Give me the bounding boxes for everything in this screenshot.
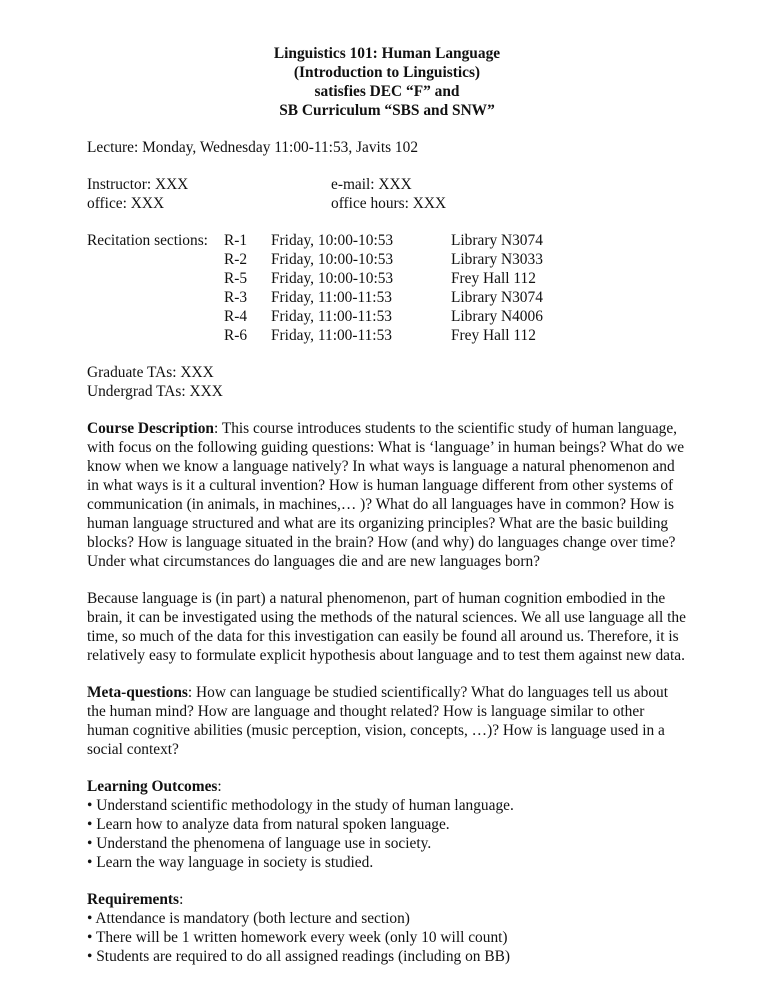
- requirements: [87, 890, 687, 966]
- section-id: R-1: [224, 232, 248, 249]
- syllabus-page: [87, 44, 687, 966]
- instructor-name: Instructor: XXX: [87, 176, 189, 193]
- section-room: Library N3074: [451, 232, 543, 249]
- section-time: Friday, 10:00-10:53: [271, 251, 394, 268]
- meta-questions: [87, 683, 687, 759]
- section-id: R-4: [224, 308, 248, 325]
- list-item: • Learn how to analyze data from natural spoken language.: [87, 816, 450, 833]
- meta-questions-text: : How can language be studied scientifically? What do languages tell us about the human mind? How are language and thought related? How is language similar to other human cognitive abilities (music perception, vision, concepts, …)? How is language used in a social context?: [87, 684, 668, 758]
- course-title: Linguistics 101: Human Language: [273, 45, 501, 62]
- list-item: • Attendance is mandatory (both lecture and section): [87, 910, 410, 927]
- learning-outcomes-heading: Learning Outcomes: [87, 778, 218, 795]
- meta-questions-heading: Meta-questions: [87, 684, 188, 701]
- teaching-assistants: [87, 363, 687, 401]
- section-time: Friday, 10:00-10:53: [271, 270, 394, 287]
- section-room: Library N4006: [451, 308, 543, 325]
- section-room: Library N3074: [451, 289, 543, 306]
- section-room-col: [451, 231, 651, 345]
- section-room: Library N3033: [451, 251, 543, 268]
- recitation-label: Recitation sections:: [87, 232, 208, 249]
- list-item: • Understand scientific methodology in the study of human language.: [87, 797, 514, 814]
- graduate-tas: Graduate TAs: XXX: [87, 364, 214, 381]
- section-id: R-2: [224, 251, 248, 268]
- natural-phenomenon-paragraph: Because language is (in part) a natural phenomenon, part of human cognition embodied in the brain, it can be investigated using the methods of the natural sciences. We all use language all the time, so much of the data for this investigation can easily be found all around us. Therefore, it is relatively easy to formulate explicit hypothesis about language and to test them against new data.: [87, 590, 686, 664]
- sb-curriculum: SB Curriculum “SBS and SNW”: [279, 102, 495, 119]
- course-description-text: : This course introduces students to the scientific study of human language, with focus on the following guiding questions: What is ‘language’ in human beings? What do we know when we know a language natively? In what ways is language a natural phenomenon and in what ways is it a cultural invention? How is human language different from other systems of communication (in animals, in machines,… )? What do all languages have in common? How is human language structured and what are its organizing principles? What are the basic building blocks? How is language situated in the brain? How (and why) do languages change over time? Under what circumstances do languages die and are new languages born?: [87, 420, 685, 570]
- requirements-heading: Requirements: [87, 891, 180, 908]
- section-time: Friday, 11:00-11:53: [271, 289, 392, 306]
- heading-colon: :: [217, 778, 222, 795]
- section-id: R-5: [224, 270, 248, 287]
- course-subtitle: (Introduction to Linguistics): [293, 64, 481, 81]
- section-time: Friday, 10:00-10:53: [271, 232, 394, 249]
- recitation-label-col: [87, 231, 224, 345]
- requirements-title: [87, 890, 687, 909]
- list-item: • Learn the way language in society is studied.: [87, 854, 374, 871]
- office-hours: office hours: XXX: [331, 195, 447, 212]
- lecture-info: Lecture: Monday, Wednesday 11:00-11:53, Javits 102: [87, 139, 419, 156]
- instructor-office: office: XXX: [87, 195, 165, 212]
- course-description: [87, 419, 687, 571]
- recitation-table: [87, 231, 687, 345]
- list-item: • There will be 1 written homework every week (only 10 will count): [87, 929, 508, 946]
- section-time-col: [271, 231, 451, 345]
- section-time: Friday, 11:00-11:53: [271, 327, 392, 344]
- contact-info: [87, 175, 687, 213]
- section-room: Frey Hall 112: [451, 327, 536, 344]
- section-id: R-6: [224, 327, 248, 344]
- list-item: • Students are required to do all assigned readings (including on BB): [87, 948, 510, 965]
- course-description-heading: Course Description: [87, 420, 214, 437]
- instructor-email: e-mail: XXX: [331, 176, 412, 193]
- section-id-col: [224, 231, 271, 345]
- learning-outcomes-title: [87, 777, 687, 796]
- section-id: R-3: [224, 289, 248, 306]
- undergrad-tas: Undergrad TAs: XXX: [87, 383, 223, 400]
- list-item: • Understand the phenomena of language use in society.: [87, 835, 432, 852]
- dec-requirement: satisfies DEC “F” and: [314, 83, 460, 100]
- course-title-block: [87, 44, 687, 120]
- learning-outcomes: [87, 777, 687, 872]
- section-time: Friday, 11:00-11:53: [271, 308, 392, 325]
- section-room: Frey Hall 112: [451, 270, 536, 287]
- heading-colon: :: [179, 891, 184, 908]
